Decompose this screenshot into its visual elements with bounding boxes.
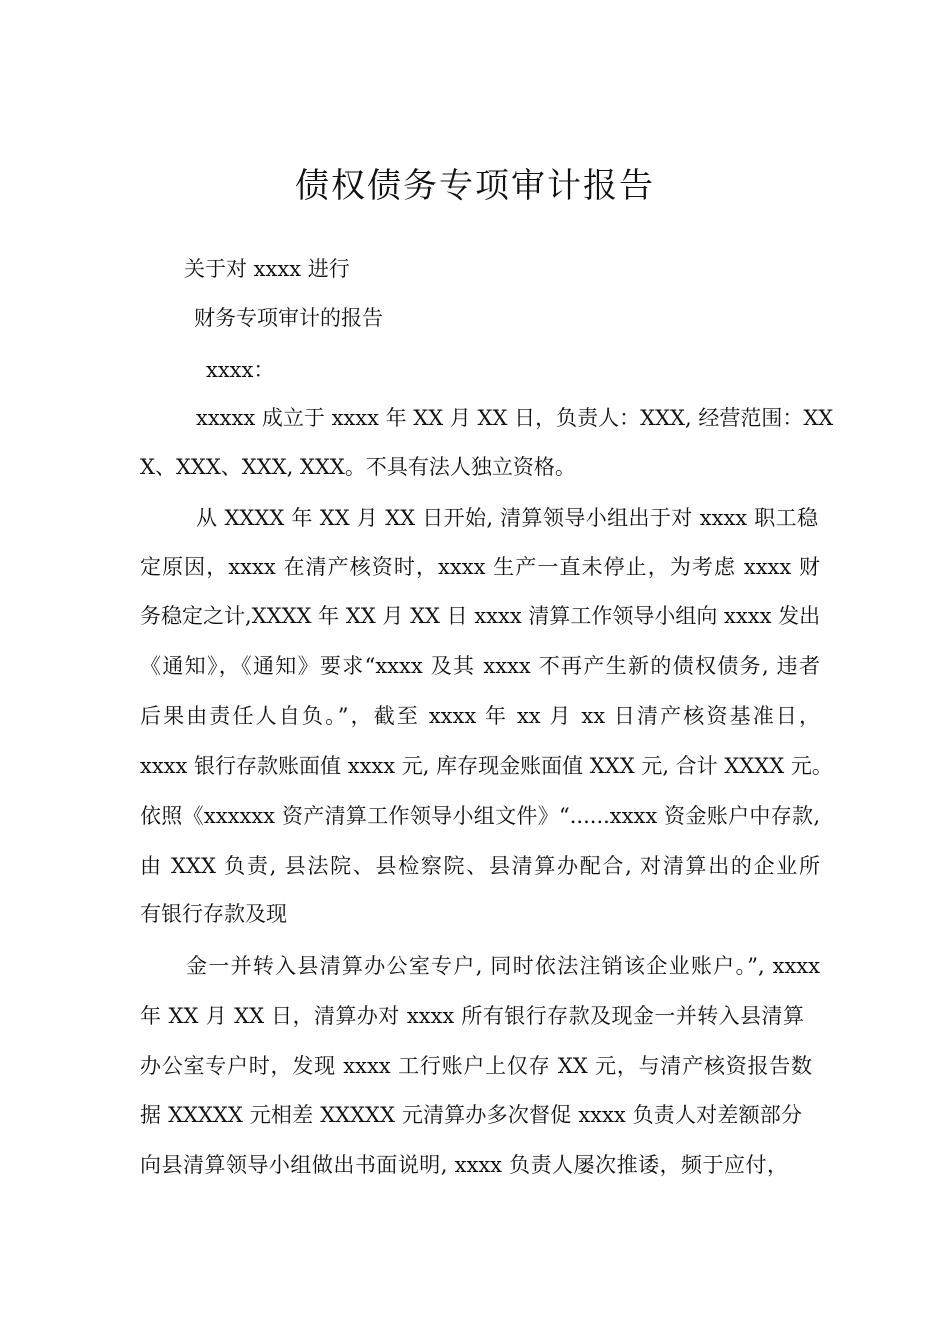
document-title: 债权债务专项审计报告 (295, 166, 655, 206)
body-line: 由 XXX 负责, 县法院、县检察院、县清算办配合, 对清算出的企业所 (140, 854, 820, 878)
body-line: 向县清算领导小组做出书面说明, xxxx 负责人屡次推诿，频于应付， (140, 1153, 788, 1177)
heading-line-1: 关于对 xxxx 进行 (184, 257, 350, 281)
body-line: 有银行存款及现 (140, 902, 287, 926)
body-line: 年 XX 月 XX 日，清算办对 xxxx 所有银行存款及现金一并转入县清算 (140, 1004, 804, 1028)
body-line: 金一并转入县清算办公室专户, 同时依法注销该企业账户。”, xxxx (186, 954, 820, 978)
body-line: xxxxx 成立于 xxxx 年 XX 月 XX 日，负责人：XXX, 经营范围：XX (196, 406, 834, 430)
body-line: X、XXX、XXX, XXX。不具有法人独立资格。 (140, 455, 576, 479)
body-line: xxxx 银行存款账面值 xxxx 元, 库存现金账面值 XXX 元, 合计 XXXX 元。 (140, 754, 833, 778)
body-line: 从 XXXX 年 XX 月 XX 日开始, 清算领导小组出于对 xxxx 职工稳 (196, 506, 818, 530)
body-line: 务稳定之计,XXXX 年 XX 月 XX 日 xxxx 清算工作领导小组向 xxxx 发出 (140, 604, 821, 628)
body-line: 据 XXXXX 元相差 XXXXX 元清算办多次督促 xxxx 负责人对差额部分 (140, 1103, 802, 1127)
heading-line-2: 财务专项审计的报告 (194, 306, 383, 330)
addressee: xxxx： (206, 358, 275, 382)
body-line: 《通知》，《通知》要求“xxxx 及其 xxxx 不再产生新的债权债务, 违者 (140, 654, 820, 678)
body-line: 办公室专户时，发现 xxxx 工行账户上仅存 XX 元，与清产核资报告数 (140, 1054, 812, 1078)
body-line: 依照《xxxxxx 资产清算工作领导小组文件》“......xxxx 资金账户中存款, (140, 804, 820, 828)
body-line: 定原因，xxxx 在清产核资时，xxxx 生产一直未停止，为考虑 xxxx 财 (140, 555, 820, 579)
body-line: 后果由责任人自负。”，截至 xxxx 年 xx 月 xx 日清产核资基准日， (140, 704, 820, 728)
